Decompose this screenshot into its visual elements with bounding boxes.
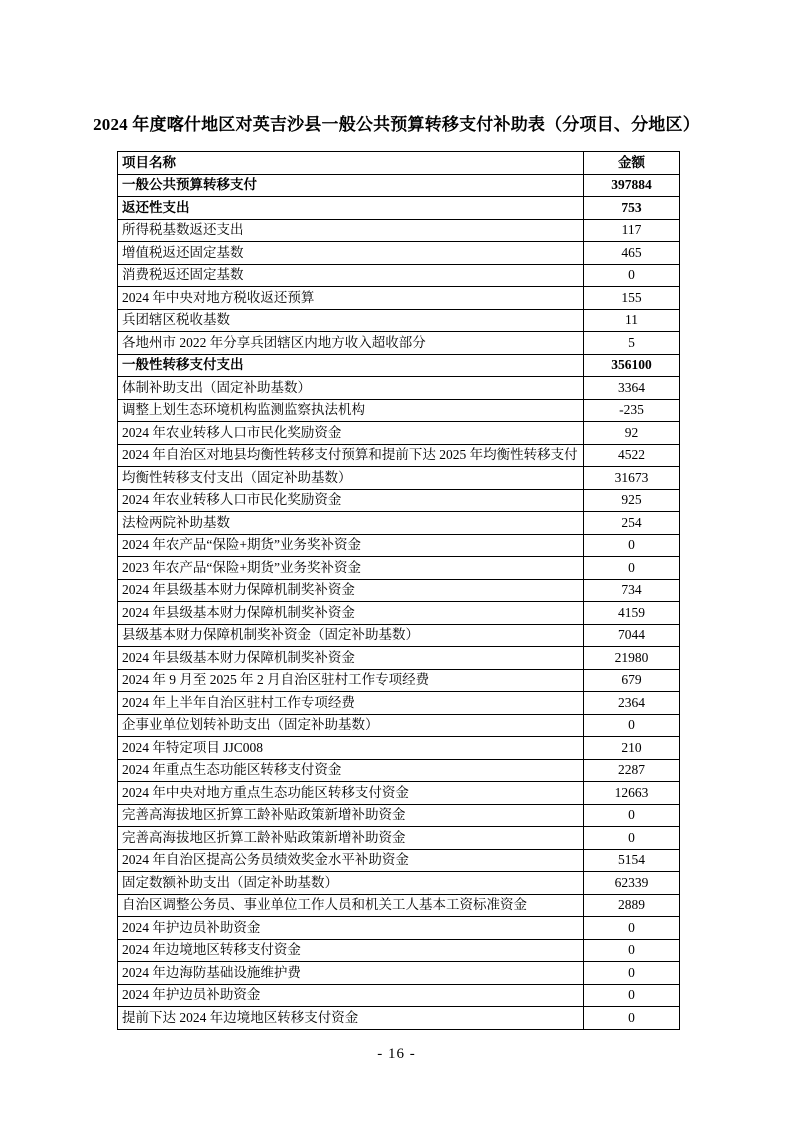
table-row bbox=[118, 647, 680, 670]
amount-cell: 0 bbox=[584, 557, 680, 580]
amount-cell: 0 bbox=[584, 984, 680, 1007]
table-row bbox=[118, 872, 680, 895]
item-name-cell: 提前下达 2024 年边境地区转移支付资金 bbox=[118, 1007, 584, 1030]
item-name-cell: 完善高海拔地区折算工龄补贴政策新增补助资金 bbox=[118, 804, 584, 827]
table-row bbox=[118, 309, 680, 332]
item-name-cell: 企事业单位划转补助支出（固定补助基数） bbox=[118, 714, 584, 737]
item-name-cell: 法检两院补助基数 bbox=[118, 512, 584, 535]
item-name-cell: 体制补助支出（固定补助基数） bbox=[118, 377, 584, 400]
item-name-cell: 2023 年农产品“保险+期货”业务奖补资金 bbox=[118, 557, 584, 580]
amount-cell: 397884 bbox=[584, 174, 680, 197]
table-row bbox=[118, 1007, 680, 1030]
table-row bbox=[118, 782, 680, 805]
amount-cell: 465 bbox=[584, 242, 680, 265]
table-row bbox=[118, 849, 680, 872]
table-row bbox=[118, 692, 680, 715]
table-row bbox=[118, 669, 680, 692]
table-row bbox=[118, 489, 680, 512]
amount-cell: 0 bbox=[584, 264, 680, 287]
item-name-cell: 2024 年县级基本财力保障机制奖补资金 bbox=[118, 579, 584, 602]
table-row bbox=[118, 197, 680, 220]
item-name-cell: 2024 年农产品“保险+期货”业务奖补资金 bbox=[118, 534, 584, 557]
table-row bbox=[118, 354, 680, 377]
item-name-cell: 自治区调整公务员、事业单位工作人员和机关工人基本工资标准资金 bbox=[118, 894, 584, 917]
amount-cell: 925 bbox=[584, 489, 680, 512]
item-name-cell: 2024 年县级基本财力保障机制奖补资金 bbox=[118, 647, 584, 670]
table-row bbox=[118, 602, 680, 625]
column-header-amount: 金额 bbox=[584, 152, 680, 175]
table-row bbox=[118, 557, 680, 580]
item-name-cell: 县级基本财力保障机制奖补资金（固定补助基数） bbox=[118, 624, 584, 647]
item-name-cell: 2024 年特定项目 JJC008 bbox=[118, 737, 584, 760]
amount-cell: 0 bbox=[584, 917, 680, 940]
table-row bbox=[118, 174, 680, 197]
table-row bbox=[118, 894, 680, 917]
item-name-cell: 2024 年 9 月至 2025 年 2 月自治区驻村工作专项经费 bbox=[118, 669, 584, 692]
item-name-cell: 一般公共预算转移支付 bbox=[118, 174, 584, 197]
amount-cell: 2364 bbox=[584, 692, 680, 715]
amount-cell: 155 bbox=[584, 287, 680, 310]
table-row bbox=[118, 219, 680, 242]
amount-cell: 0 bbox=[584, 804, 680, 827]
amount-cell: 2287 bbox=[584, 759, 680, 782]
amount-cell: 4522 bbox=[584, 444, 680, 467]
table-row bbox=[118, 377, 680, 400]
column-header-name: 项目名称 bbox=[118, 152, 584, 175]
amount-cell: 3364 bbox=[584, 377, 680, 400]
page-number: - 16 - bbox=[377, 1046, 416, 1062]
budget-table-body bbox=[118, 174, 680, 1029]
table-row bbox=[118, 714, 680, 737]
item-name-cell: 2024 年护边员补助资金 bbox=[118, 917, 584, 940]
table-row bbox=[118, 939, 680, 962]
table-row bbox=[118, 624, 680, 647]
item-name-cell: 完善高海拔地区折算工龄补贴政策新增补助资金 bbox=[118, 827, 584, 850]
item-name-cell: 2024 年边海防基础设施维护费 bbox=[118, 962, 584, 985]
amount-cell: 734 bbox=[584, 579, 680, 602]
table-header-row bbox=[118, 152, 680, 175]
amount-cell: 117 bbox=[584, 219, 680, 242]
item-name-cell: 调整上划生态环境机构监测监察执法机构 bbox=[118, 399, 584, 422]
table-row bbox=[118, 579, 680, 602]
amount-cell: 0 bbox=[584, 534, 680, 557]
amount-cell: 753 bbox=[584, 197, 680, 220]
item-name-cell: 各地州市 2022 年分享兵团辖区内地方收入超收部分 bbox=[118, 332, 584, 355]
item-name-cell: 增值税返还固定基数 bbox=[118, 242, 584, 265]
amount-cell: 0 bbox=[584, 939, 680, 962]
table-row bbox=[118, 399, 680, 422]
amount-cell: 210 bbox=[584, 737, 680, 760]
item-name-cell: 2024 年自治区对地县均衡性转移支付预算和提前下达 2025 年均衡性转移支付 bbox=[118, 444, 584, 467]
table-row bbox=[118, 242, 680, 265]
table-row bbox=[118, 264, 680, 287]
item-name-cell: 2024 年中央对地方重点生态功能区转移支付资金 bbox=[118, 782, 584, 805]
item-name-cell: 2024 年农业转移人口市民化奖励资金 bbox=[118, 489, 584, 512]
table-row bbox=[118, 804, 680, 827]
amount-cell: -235 bbox=[584, 399, 680, 422]
amount-cell: 12663 bbox=[584, 782, 680, 805]
table-row bbox=[118, 467, 680, 490]
table-row bbox=[118, 737, 680, 760]
amount-cell: 5 bbox=[584, 332, 680, 355]
item-name-cell: 2024 年自治区提高公务员绩效奖金水平补助资金 bbox=[118, 849, 584, 872]
amount-cell: 254 bbox=[584, 512, 680, 535]
item-name-cell: 2024 年护边员补助资金 bbox=[118, 984, 584, 1007]
amount-cell: 4159 bbox=[584, 602, 680, 625]
amount-cell: 0 bbox=[584, 962, 680, 985]
amount-cell: 31673 bbox=[584, 467, 680, 490]
table-row bbox=[118, 984, 680, 1007]
item-name-cell: 消费税返还固定基数 bbox=[118, 264, 584, 287]
amount-cell: 0 bbox=[584, 1007, 680, 1030]
item-name-cell: 返还性支出 bbox=[118, 197, 584, 220]
item-name-cell: 2024 年重点生态功能区转移支付资金 bbox=[118, 759, 584, 782]
item-name-cell: 一般性转移支付支出 bbox=[118, 354, 584, 377]
page-title: 2024 年度喀什地区对英吉沙县一般公共预算转移支付补助表（分项目、分地区） bbox=[93, 115, 700, 134]
item-name-cell: 2024 年中央对地方税收返还预算 bbox=[118, 287, 584, 310]
table-row bbox=[118, 287, 680, 310]
item-name-cell: 固定数额补助支出（固定补助基数） bbox=[118, 872, 584, 895]
table-row bbox=[118, 444, 680, 467]
amount-cell: 356100 bbox=[584, 354, 680, 377]
table-row bbox=[118, 422, 680, 445]
table-row bbox=[118, 534, 680, 557]
amount-cell: 0 bbox=[584, 714, 680, 737]
table-row bbox=[118, 332, 680, 355]
amount-cell: 679 bbox=[584, 669, 680, 692]
budget-table bbox=[117, 151, 680, 1030]
amount-cell: 2889 bbox=[584, 894, 680, 917]
item-name-cell: 2024 年边境地区转移支付资金 bbox=[118, 939, 584, 962]
item-name-cell: 所得税基数返还支出 bbox=[118, 219, 584, 242]
item-name-cell: 均衡性转移支付支出（固定补助基数） bbox=[118, 467, 584, 490]
table-row bbox=[118, 827, 680, 850]
amount-cell: 0 bbox=[584, 827, 680, 850]
table-row bbox=[118, 512, 680, 535]
amount-cell: 21980 bbox=[584, 647, 680, 670]
item-name-cell: 兵团辖区税收基数 bbox=[118, 309, 584, 332]
amount-cell: 5154 bbox=[584, 849, 680, 872]
table-row bbox=[118, 917, 680, 940]
item-name-cell: 2024 年县级基本财力保障机制奖补资金 bbox=[118, 602, 584, 625]
table-row bbox=[118, 759, 680, 782]
amount-cell: 7044 bbox=[584, 624, 680, 647]
amount-cell: 62339 bbox=[584, 872, 680, 895]
item-name-cell: 2024 年农业转移人口市民化奖励资金 bbox=[118, 422, 584, 445]
amount-cell: 11 bbox=[584, 309, 680, 332]
item-name-cell: 2024 年上半年自治区驻村工作专项经费 bbox=[118, 692, 584, 715]
amount-cell: 92 bbox=[584, 422, 680, 445]
table-row bbox=[118, 962, 680, 985]
